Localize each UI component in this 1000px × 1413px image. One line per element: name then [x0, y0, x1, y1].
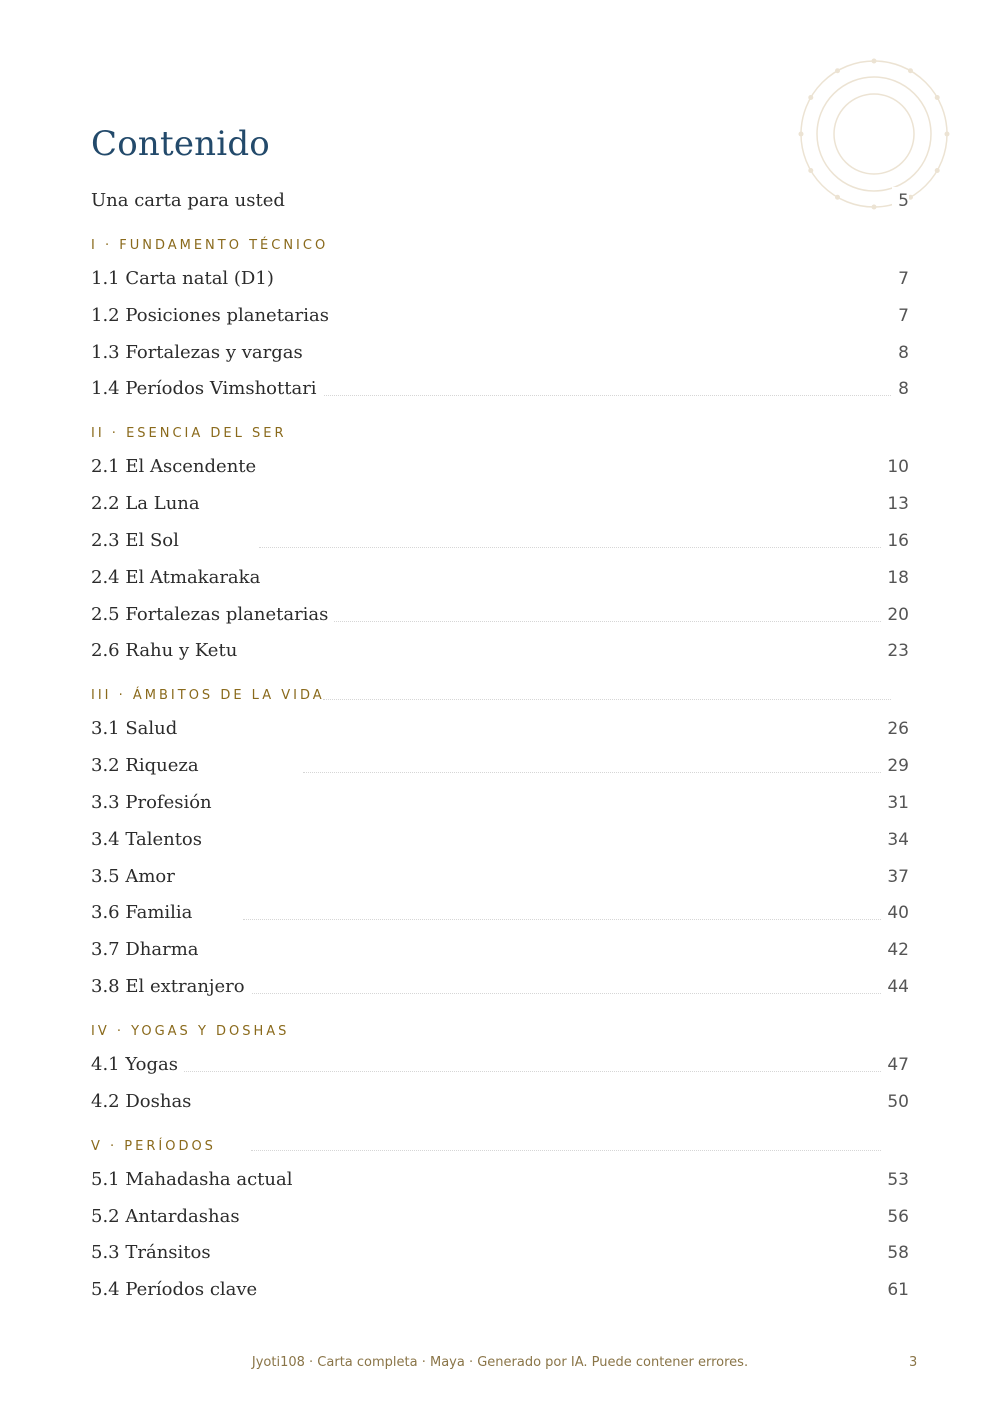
ornament-dot [908, 68, 913, 73]
toc-entry-label: 2.2 La Luna [91, 490, 206, 518]
toc-entry-page: 40 [881, 899, 909, 927]
toc-section-heading: IV · YOGAS Y DOSHAS [91, 1024, 290, 1039]
ornament-dot [799, 132, 804, 137]
toc-entry-page: 23 [881, 637, 909, 665]
toc-entry-label: Una carta para usted [91, 187, 291, 215]
toc-entry-label: 3.2 Riqueza [91, 752, 205, 780]
footer-page-number: 3 [909, 1355, 918, 1370]
toc-entry-page: 61 [881, 1276, 909, 1304]
toc-entry[interactable] [91, 375, 909, 403]
toc-entry[interactable] [91, 1203, 909, 1231]
toc-entry[interactable] [91, 1239, 909, 1267]
toc-entry[interactable] [91, 973, 909, 1001]
ornament-dot [872, 59, 877, 64]
toc-entry-page: 37 [881, 863, 909, 891]
ornament-dot [935, 168, 940, 173]
footer-text: Jyoti108 · Carta completa · Maya · Generado por IA. Puede contener errores. [251, 1355, 749, 1370]
toc-entry-label: 3.6 Familia [91, 899, 198, 927]
toc-entry[interactable] [91, 715, 909, 743]
toc-entry[interactable] [91, 490, 909, 518]
toc-entry-page: 7 [892, 265, 909, 293]
toc-entry[interactable] [91, 936, 909, 964]
toc-entry[interactable] [91, 826, 909, 854]
toc-entry-page: 44 [881, 973, 909, 1001]
toc-entry-label: 3.3 Profesión [91, 789, 218, 817]
toc-entry-label: 5.4 Períodos clave [91, 1276, 263, 1304]
toc-entry-label: 5.3 Tránsitos [91, 1239, 217, 1267]
toc-entry[interactable] [91, 789, 909, 817]
toc-entry-label: 5.1 Mahadasha actual [91, 1166, 299, 1194]
ornament-dot [808, 95, 813, 100]
toc-entry-page: 8 [892, 339, 909, 367]
toc-entry-page: 50 [881, 1088, 909, 1116]
toc-entry[interactable] [91, 527, 909, 555]
toc-entry[interactable] [91, 1276, 909, 1304]
toc-entry-page: 18 [881, 564, 909, 592]
toc-entry-page: 16 [881, 527, 909, 555]
dot-leader [259, 547, 881, 548]
toc-entry[interactable] [91, 265, 909, 293]
toc-intro-entry[interactable] [91, 187, 909, 215]
toc-entry-page: 13 [881, 490, 909, 518]
toc-entry-label: 1.4 Períodos Vimshottari [91, 375, 323, 403]
toc-entry[interactable] [91, 899, 909, 927]
toc-entry-label: 2.1 El Ascendente [91, 453, 262, 481]
dot-leader [323, 699, 891, 700]
toc-entry[interactable] [91, 601, 909, 629]
dot-leader [251, 1150, 881, 1151]
toc-entry-page: 31 [881, 789, 909, 817]
toc-entry-page: 29 [881, 752, 909, 780]
toc-entry-page: 47 [881, 1051, 909, 1079]
toc-entry-label: 2.6 Rahu y Ketu [91, 637, 243, 665]
toc-entry-label: 3.7 Dharma [91, 936, 205, 964]
toc-entry[interactable] [91, 339, 909, 367]
toc-entry-label: 5.2 Antardashas [91, 1203, 246, 1231]
toc-entry-page: 34 [881, 826, 909, 854]
ornament-dot [945, 132, 950, 137]
toc-entry-label: 4.1 Yogas [91, 1051, 184, 1079]
toc-entry-page: 5 [892, 187, 909, 215]
toc-entry[interactable] [91, 564, 909, 592]
ornament-dot [835, 68, 840, 73]
ornament-dot [808, 168, 813, 173]
dot-leader [301, 395, 891, 396]
toc-entry[interactable] [91, 1166, 909, 1194]
toc-entry-page: 58 [881, 1239, 909, 1267]
toc-entry-page: 8 [892, 375, 909, 403]
toc-entry-page: 20 [881, 601, 909, 629]
toc-entry-label: 1.1 Carta natal (D1) [91, 265, 280, 293]
toc-entry[interactable] [91, 1051, 909, 1079]
page-title: Contenido [91, 124, 270, 164]
dot-leader [173, 1071, 881, 1072]
dot-leader [303, 772, 881, 773]
toc-entry[interactable] [91, 637, 909, 665]
toc-entry[interactable] [91, 453, 909, 481]
toc-entry-page: 7 [892, 302, 909, 330]
dot-leader [313, 621, 881, 622]
toc-entry[interactable] [91, 752, 909, 780]
toc-entry-page: 10 [881, 453, 909, 481]
toc-entry-label: 3.4 Talentos [91, 826, 208, 854]
dot-leader [231, 993, 881, 994]
toc-entry-label: 4.2 Doshas [91, 1088, 197, 1116]
toc-section-heading: V · PERÍODOS [91, 1138, 216, 1154]
toc-entry-label: 1.3 Fortalezas y vargas [91, 339, 309, 367]
toc-entry-label: 3.8 El extranjero [91, 973, 251, 1001]
toc-entry-label: 3.1 Salud [91, 715, 183, 743]
toc-entry-label: 1.2 Posiciones planetarias [91, 302, 335, 330]
toc-entry-page: 53 [881, 1166, 909, 1194]
toc-entry[interactable] [91, 863, 909, 891]
toc-entry-page: 42 [881, 936, 909, 964]
toc-entry[interactable] [91, 302, 909, 330]
toc-entry-page: 56 [881, 1203, 909, 1231]
toc-entry-label: 3.5 Amor [91, 863, 181, 891]
toc-section-heading: III · ÁMBITOS DE LA VIDA [91, 688, 325, 704]
toc-entry[interactable] [91, 1088, 909, 1116]
toc-section-heading: I · FUNDAMENTO TÉCNICO [91, 238, 329, 253]
toc-entry-label: 2.3 El Sol [91, 527, 185, 555]
toc-entry-page: 26 [881, 715, 909, 743]
toc-entry-label: 2.4 El Atmakaraka [91, 564, 266, 592]
toc-section-heading: II · ESENCIA DEL SER [91, 426, 287, 442]
toc-entry-label: 2.5 Fortalezas planetarias [91, 601, 334, 629]
ornament-dot [935, 95, 940, 100]
dot-leader [243, 919, 881, 920]
